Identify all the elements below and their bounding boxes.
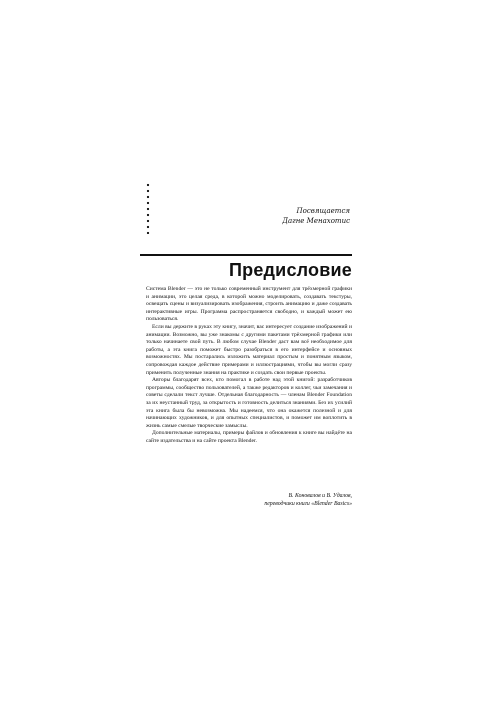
signature-line-2: переводчики книги «Blender Basics» <box>264 501 352 507</box>
dedication-line-2: Дагне Менахотис <box>282 217 350 225</box>
dedication <box>210 206 350 226</box>
dotted-marker <box>146 182 150 234</box>
page-title: Предисловие <box>140 254 352 280</box>
preface-body <box>146 286 352 445</box>
signature <box>200 492 352 508</box>
paragraph-4: Дополнительные материалы, примеры файлов и обновления к книге вы найдёте на сайте издательства и на сайте проекта Blender. <box>146 430 352 444</box>
paragraph-1: Система Blender — это не только современный инструмент для трёхмерной графики и анимации, это целая среда, в которой можно моделировать, создавать текстуры, освещать сцены и визуализировать изображения, строить анимацию и даже создавать интерактивные игры. Программа распространяется свободно, и каждый может ею пользоваться. <box>146 286 352 323</box>
paragraph-2: Если вы держите в руках эту книгу, значит, вас интересует создание изображений и анимации. Возможно, вы уже знакомы с другими пакетами трёхмерной графики или только начинаете свой путь. В любом случае Blender даст вам всё необходимое для работы, а эта книга поможет быстро разобраться в его интерфейсе и основных возможностях. Мы постарались изложить материал простым и понятным языком, сопровождая каждое действие примерами и иллюстрациями, чтобы вы могли сразу применить полученные знания на практике и создать свои первые проекты. <box>146 323 352 376</box>
signature-line-1: В. Коновалов и В. Удалов, <box>288 493 352 499</box>
paragraph-3: Авторы благодарят всех, кто помогал в работе над этой книгой: разработчиков программы, сообщество пользователей, а также редакторов и коллег, чьи замечания и советы сделали текст лучше. Отдельная благодарность — членам Blender Foundation за их неустанный труд, за открытость и готовность делиться знаниями. Без их усилий эта книга была бы невозможна. Мы надеемся, что она окажется полезной и для начинающих художников, и для опытных специалистов, и поможет им воплотить в жизнь самые смелые творческие замыслы. <box>146 377 352 429</box>
dedication-line-1: Посвящается <box>296 207 350 215</box>
